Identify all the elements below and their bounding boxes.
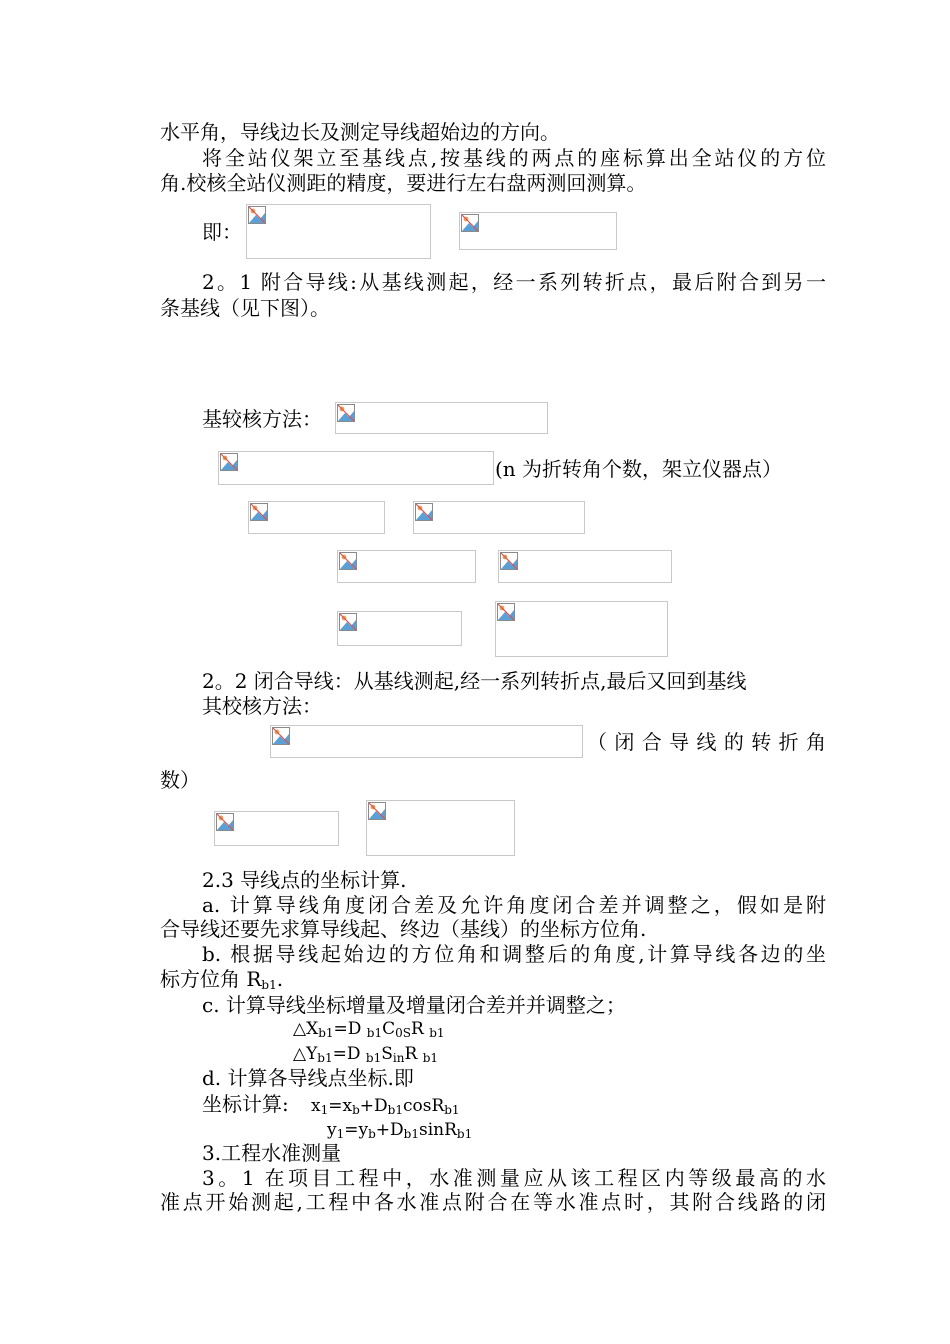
formula-dx: $\triangle X_{b1}=D$ $_{b1}C_{0S}R$ $_{b1}$ <box>293 1019 445 1040</box>
paragraph-line: d. 计算各导线点坐标.即 <box>202 1066 414 1090</box>
paragraph-line: b. 根据导线起始边的方位角和调整后的角度,计算导线各边的坐 <box>202 942 826 966</box>
paragraph-line: 准点开始测起,工程中各水准点附合在等水准点时，其附合线路的闭 <box>160 1190 826 1214</box>
formula-image <box>413 501 585 534</box>
formula-image <box>214 811 339 846</box>
paragraph-line: 将全站仪架立至基线点,按基线的两点的座标算出全站仪的方位 <box>202 146 826 170</box>
formula-image <box>337 611 462 646</box>
broken-image-icon <box>272 727 290 745</box>
formula-image <box>498 550 672 583</box>
formula-image <box>248 501 385 534</box>
formula-image <box>218 451 494 485</box>
paragraph-line: 3。1 在项目工程中，水准测量应从该工程区内等级最高的水 <box>202 1166 826 1190</box>
broken-image-icon <box>339 552 357 570</box>
paragraph-line: 标方位角 $R_{b1}$. <box>160 967 284 992</box>
broken-image-icon <box>500 552 518 570</box>
paragraph-line: 角.校核全站仪测距的精度，要进行左右盘两测回测算。 <box>160 171 647 195</box>
paragraph-line: 条基线（见下图）。 <box>160 296 330 320</box>
broken-image-icon <box>250 503 268 521</box>
broken-image-icon <box>497 603 515 621</box>
paragraph-line: 其校核方法： <box>202 694 322 718</box>
paragraph-line: c. 计算导线坐标增量及增量闭合差并并调整之； <box>202 993 626 1017</box>
section-heading: 2。2 闭合导线：从基线测起,经一系列转折点,最后又回到基线 <box>202 669 747 693</box>
formula-dy: $\triangle Y_{b1}=D$ $_{b1}S_{in}R$ $_{b1}$ <box>293 1044 439 1065</box>
broken-image-icon <box>216 813 234 831</box>
broken-image-icon <box>337 404 355 422</box>
section-heading: 2。1 附合导线:从基线测起，经一系列转折点，最后附合到另一 <box>202 270 826 294</box>
section-heading: 2.3 导线点的坐标计算. <box>202 868 407 892</box>
formula-image <box>337 550 476 583</box>
ji-label: 即： <box>202 220 242 244</box>
formula-image <box>246 204 431 259</box>
closed-note-cont: 数） <box>160 768 200 792</box>
broken-image-icon <box>415 503 433 521</box>
broken-image-icon <box>220 453 238 471</box>
broken-image-icon <box>339 613 357 631</box>
formula-image <box>495 601 668 657</box>
text-line: 水平角，导线边长及测定导线超始边的方向。 <box>160 120 560 144</box>
formula-image <box>335 402 548 434</box>
formula-image <box>270 725 583 758</box>
formula-image <box>366 800 515 856</box>
formula-x1: $x_1=x_b+D_{b1}\cos R_{b1}$ <box>311 1096 460 1117</box>
broken-image-icon <box>248 206 266 224</box>
n-note: (n 为折转角个数，架立仪器点） <box>495 457 783 481</box>
coord-label: 坐标计算: <box>202 1092 289 1116</box>
closed-note: （闭合导线的转折角 <box>587 730 826 754</box>
broken-image-icon <box>461 214 479 232</box>
section-heading: 3.工程水准测量 <box>202 1141 342 1165</box>
paragraph-line: a. 计算导线角度闭合差及允许角度闭合差并调整之，假如是附 <box>202 893 826 917</box>
broken-image-icon <box>368 802 386 820</box>
formula-image <box>459 212 617 250</box>
check-method-label: 基较核方法： <box>202 407 322 431</box>
formula-y1: $y_1=y_b+D_{b1}\sin R_{b1}$ <box>327 1120 473 1141</box>
paragraph-line: 合导线还要先求算导线起、终边（基线）的坐标方位角. <box>160 917 647 941</box>
